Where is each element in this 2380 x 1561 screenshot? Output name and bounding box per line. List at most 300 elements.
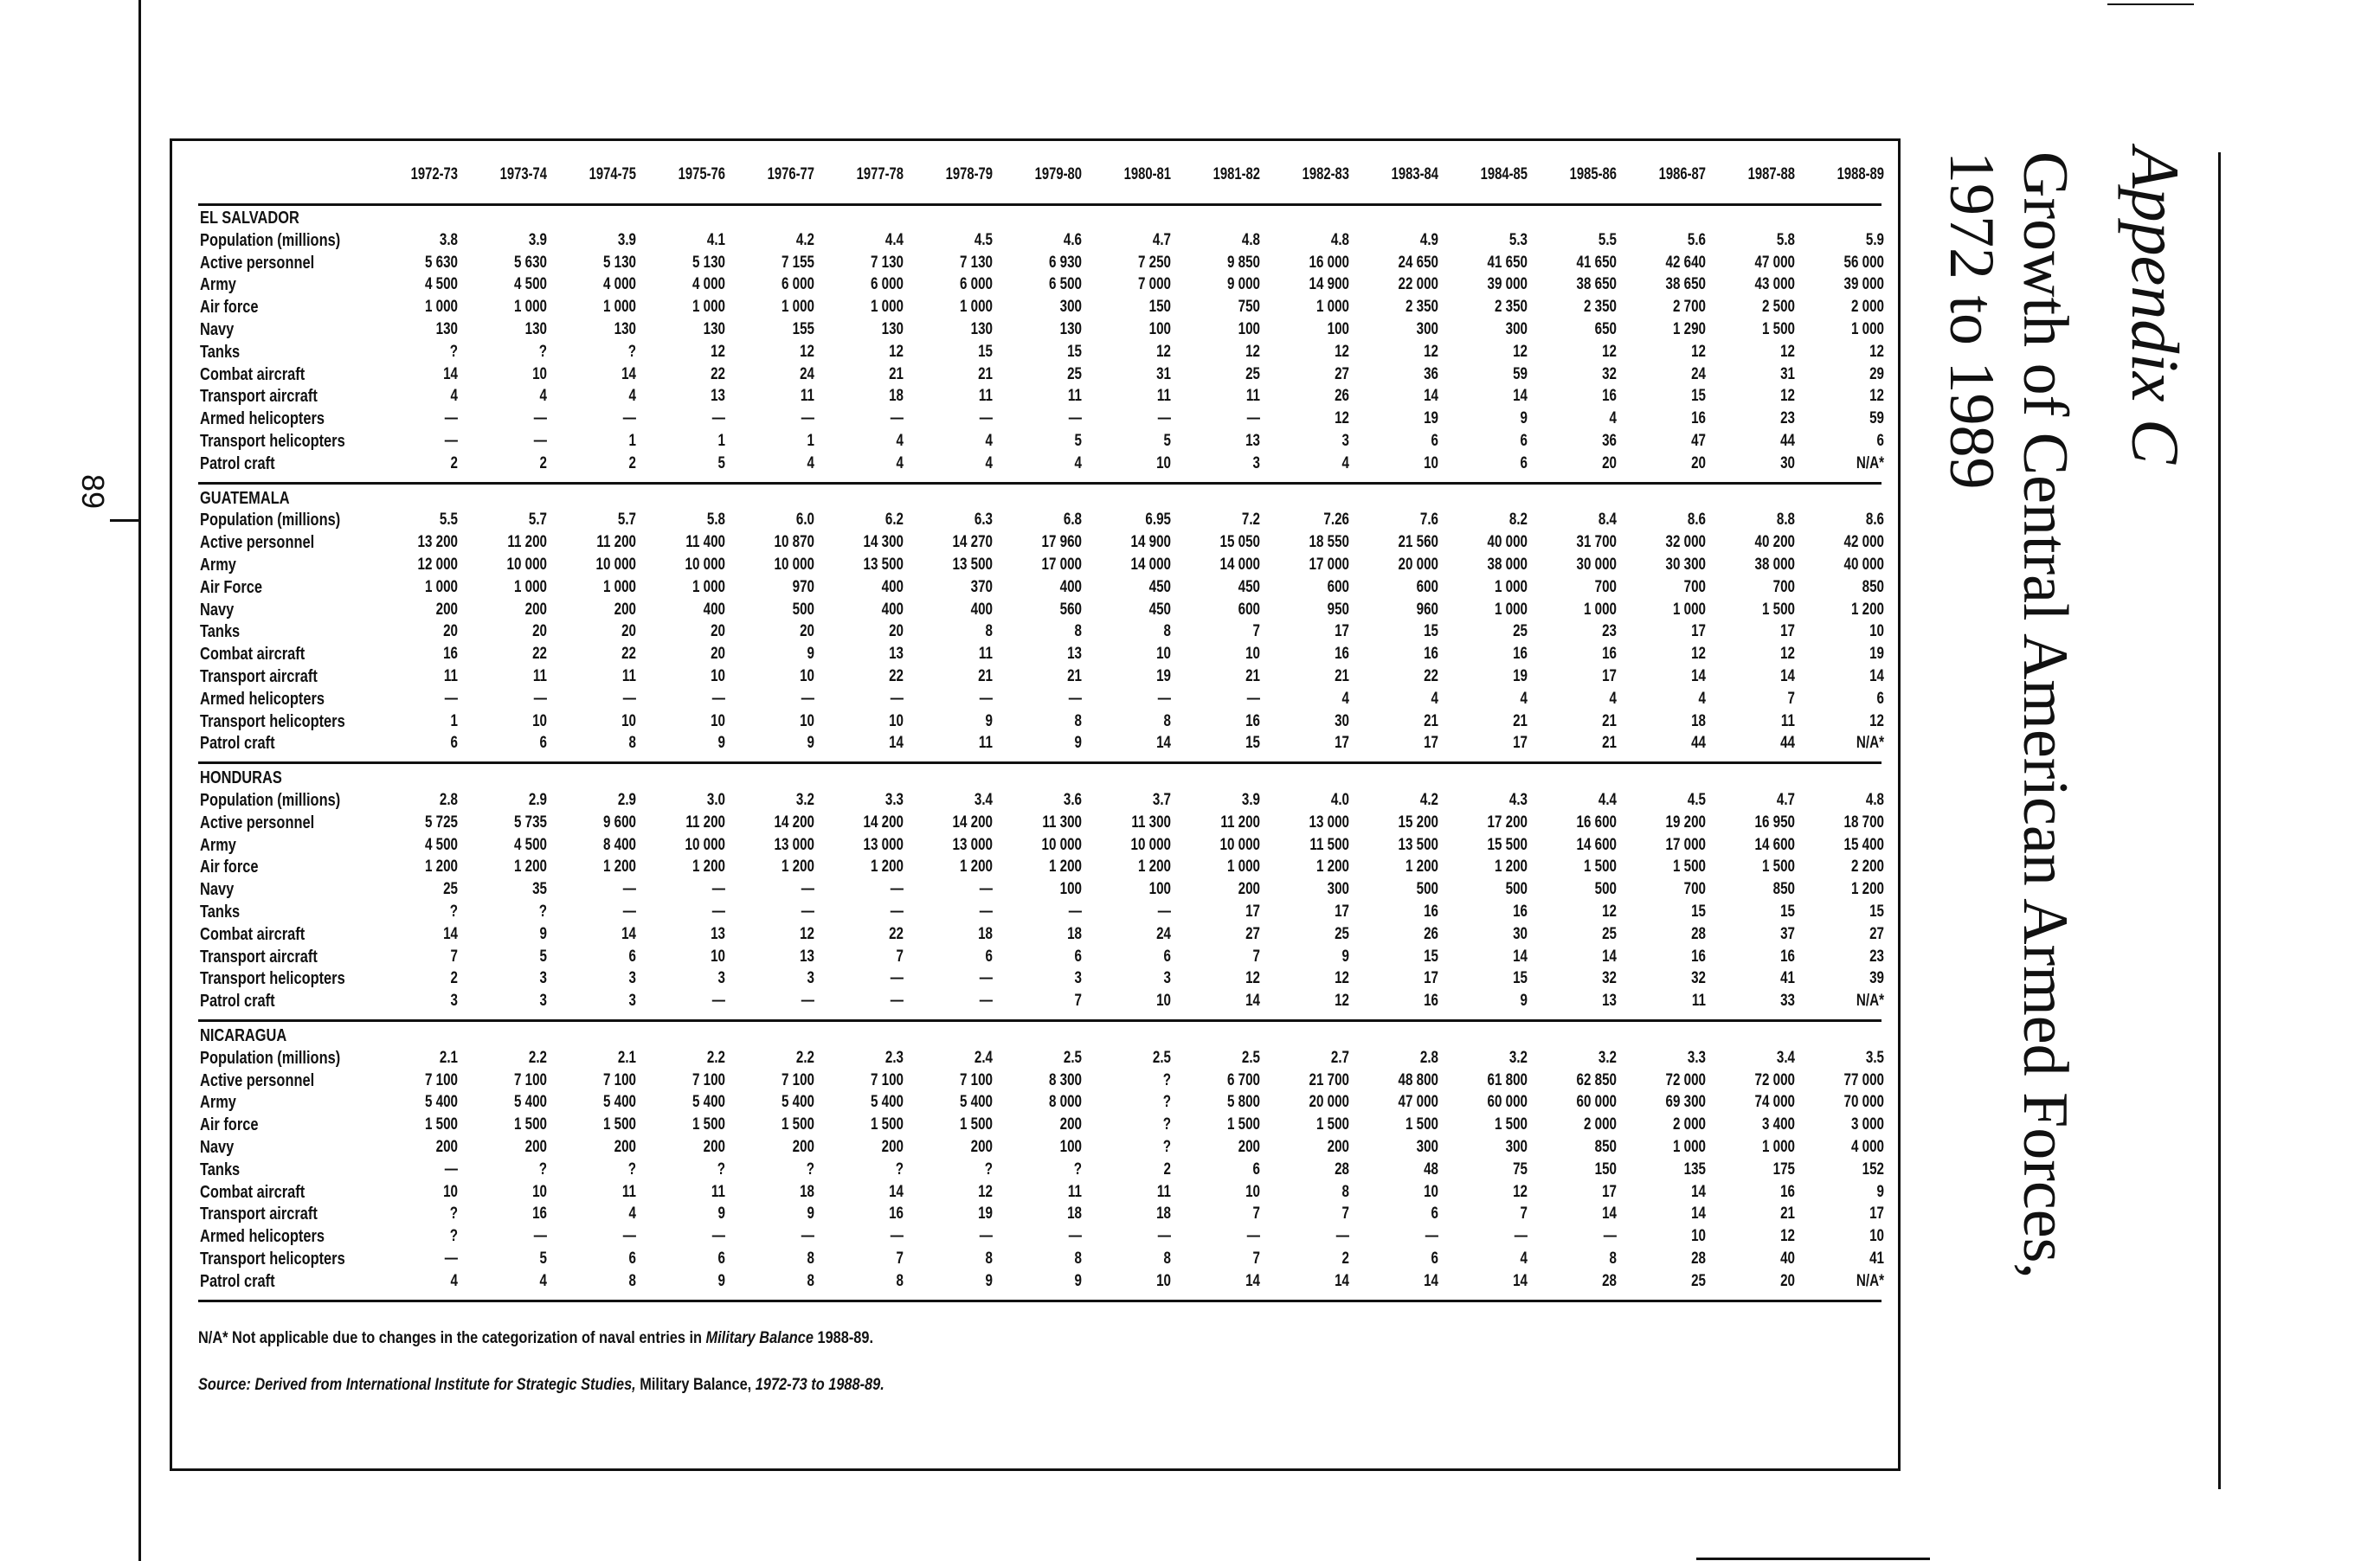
table-cell: 15 <box>978 342 993 361</box>
table-cell: 17 200 <box>1487 813 1528 832</box>
table-cell: 6 <box>1252 1160 1260 1179</box>
table-cell: — <box>533 1227 547 1246</box>
table-cell: 28 <box>1335 1160 1349 1179</box>
table-cell: 3.7 <box>1152 791 1171 809</box>
table-cell: 7 100 <box>781 1070 814 1089</box>
table-cell: 4 <box>539 387 547 406</box>
table-cell: 1 500 <box>1583 858 1617 877</box>
table-cell: 300 <box>1505 320 1528 338</box>
row-label: Active personnel <box>200 1070 315 1090</box>
table-cell: 61 800 <box>1487 1070 1528 1089</box>
table-cell: ? <box>1162 1138 1171 1156</box>
table-cell: 14 <box>1245 992 1260 1011</box>
table-cell: — <box>1068 1227 1082 1246</box>
table-cell: 30 000 <box>1576 556 1617 574</box>
table-cell: 12 <box>1513 1182 1528 1201</box>
table-cell: 850 <box>1594 1138 1617 1156</box>
table-cell: 3 <box>1341 432 1349 450</box>
table-cell: 70 000 <box>1843 1093 1884 1112</box>
year-header: 1982-83 <box>1302 165 1349 183</box>
table-cell: 7 <box>896 947 904 966</box>
table-cell: 21 <box>978 364 993 383</box>
table-cell: 5 400 <box>424 1093 458 1112</box>
table-cell: — <box>622 689 636 708</box>
table-cell: ? <box>984 1160 993 1179</box>
row-label: Transport aircraft <box>200 1204 318 1224</box>
table-cell: 1 <box>628 432 636 450</box>
table-cell: 16 <box>1424 645 1438 664</box>
table-cell: 62 850 <box>1576 1070 1617 1089</box>
table-cell: 38 650 <box>1576 275 1617 294</box>
table-cell: — <box>711 409 725 428</box>
row-label: Army <box>200 556 236 575</box>
table-cell: 10 000 <box>685 835 725 854</box>
table-cell: 31 <box>1780 364 1795 383</box>
row-label: Air force <box>200 858 259 877</box>
year-header: 1974-75 <box>589 165 636 183</box>
table-cell: 2.1 <box>439 1048 458 1067</box>
table-cell: 100 <box>1238 320 1260 338</box>
table-cell: 12 <box>1245 342 1260 361</box>
table-cell: 20 <box>1602 453 1617 472</box>
table-cell: 11 <box>978 645 993 664</box>
table-cell: 400 <box>881 577 904 596</box>
table-cell: 14 600 <box>1754 835 1795 854</box>
table-cell: 10 <box>532 1182 547 1201</box>
table-cell: 20 000 <box>1398 556 1438 574</box>
row-label: Active personnel <box>200 253 315 273</box>
table-cell: ? <box>1162 1093 1171 1112</box>
table-cell: 20 <box>621 622 636 641</box>
table-cell: 500 <box>792 600 814 619</box>
table-cell: 370 <box>970 577 993 596</box>
year-header: 1973-74 <box>499 165 547 183</box>
table-cell: 20 000 <box>1309 1093 1349 1112</box>
table-cell: 200 <box>614 600 636 619</box>
year-header: 1976-77 <box>767 165 814 183</box>
table-cell: 40 200 <box>1754 533 1795 552</box>
table-cell: 4 <box>450 387 458 406</box>
table-cell: 9 <box>985 1271 993 1290</box>
table-cell: 12 <box>800 924 814 943</box>
table-cell: 4 <box>896 453 904 472</box>
table-cell: 12 <box>1424 342 1438 361</box>
table-cell: 8 <box>985 622 993 641</box>
table-cell: 11 <box>532 667 547 685</box>
table-cell: 4 500 <box>513 835 547 854</box>
table-cell: 700 <box>1772 577 1795 596</box>
table-cell: — <box>711 689 725 708</box>
table-cell: 1 200 <box>1315 858 1349 877</box>
table-cell: — <box>1335 1227 1349 1246</box>
footnote-year: 1988-89. <box>813 1328 874 1347</box>
table-cell: 4 000 <box>602 275 636 294</box>
table-cell: 3 <box>1163 969 1171 988</box>
table-cell: 20 <box>532 622 547 641</box>
table-cell: 1 500 <box>691 1115 725 1134</box>
table-cell: 15 <box>1869 903 1884 921</box>
table-cell: 12 <box>711 342 725 361</box>
table-cell: 14 <box>621 364 636 383</box>
table-cell: 3.3 <box>884 791 904 809</box>
table-cell: 12 <box>1869 711 1884 730</box>
table-cell: N/A* <box>1856 1271 1884 1290</box>
table-cell: — <box>533 689 547 708</box>
table-cell: 4.7 <box>1776 791 1795 809</box>
table-cell: — <box>801 903 814 921</box>
table-cell: 18 <box>1156 1204 1171 1224</box>
table-cell: 32 000 <box>1665 533 1706 552</box>
table-cell: 13 <box>1067 645 1082 664</box>
table-cell: 11 <box>443 667 458 685</box>
table-cell: 130 <box>703 320 725 338</box>
table-cell: 6 <box>1876 432 1884 450</box>
table-cell: 560 <box>1059 600 1082 619</box>
table-cell: 47 000 <box>1754 253 1795 272</box>
table-cell: 2 <box>450 453 458 472</box>
table-cell: 2 <box>1341 1249 1349 1268</box>
table-cell: 2.2 <box>795 1048 814 1067</box>
table-cell: 1 500 <box>1761 858 1795 877</box>
table-cell: 4 <box>1698 689 1706 708</box>
table-cell: 16 <box>1335 645 1349 664</box>
table-cell: 1 000 <box>1672 600 1706 619</box>
table-cell: 11 300 <box>1131 813 1171 832</box>
table-cell: 700 <box>1683 577 1706 596</box>
table-cell: 4.8 <box>1865 791 1884 809</box>
table-cell: — <box>979 1227 993 1246</box>
table-cell: 7 <box>1252 622 1260 641</box>
table-cell: 1 500 <box>959 1115 993 1134</box>
table-cell: 41 <box>1780 969 1795 988</box>
table-cell: — <box>711 1227 725 1246</box>
table-cell: 23 <box>1602 622 1617 641</box>
table-cell: 14 <box>889 734 904 753</box>
table-cell: 7 100 <box>870 1070 904 1089</box>
table-cell: 12 <box>1691 342 1706 361</box>
table-cell: 200 <box>1059 1115 1082 1134</box>
table-cell: 1 500 <box>1761 600 1795 619</box>
table-cell: 10 <box>443 1182 458 1201</box>
row-label: Population (millions) <box>200 791 341 810</box>
table-cell: 15 <box>1513 969 1528 988</box>
table-cell: 69 300 <box>1665 1093 1706 1112</box>
table-cell: 300 <box>1416 1138 1438 1156</box>
table-cell: 20 <box>711 622 725 641</box>
table-cell: 9 <box>807 734 814 753</box>
table-cell: 9 <box>539 924 547 943</box>
table-cell: 5 130 <box>602 253 636 272</box>
row-label: Transport helicopters <box>200 969 345 989</box>
table-cell: — <box>1246 689 1260 708</box>
table-cell: 48 <box>1424 1160 1438 1179</box>
table-cell: — <box>801 689 814 708</box>
table-cell: 14 <box>1424 1271 1438 1290</box>
country-heading: NICARAGUA <box>200 1026 287 1045</box>
table-cell: 18 <box>978 924 993 943</box>
table-cell: 10 <box>1245 1182 1260 1201</box>
table-cell: 8 <box>1609 1249 1617 1268</box>
table-cell: — <box>533 409 547 428</box>
table-cell: 1 000 <box>513 577 547 596</box>
table-cell: 7 250 <box>1137 253 1171 272</box>
table-cell: 10 <box>711 711 725 730</box>
table-cell: 35 <box>532 880 547 899</box>
table-cell: 3.2 <box>795 791 814 809</box>
table-cell: 300 <box>1059 298 1082 317</box>
table-cell: ? <box>627 1160 636 1179</box>
table-cell: 1 500 <box>1405 1115 1438 1134</box>
table-cell: 6 000 <box>959 275 993 294</box>
table-cell: 11 <box>1245 387 1260 406</box>
table-cell: 6 <box>450 734 458 753</box>
year-header: 1981-82 <box>1213 165 1260 183</box>
table-cell: 3.2 <box>1598 1048 1617 1067</box>
table-cell: 16 <box>1513 903 1528 921</box>
table-cell: 2.7 <box>1330 1048 1349 1067</box>
table-cell: 21 <box>1245 667 1260 685</box>
table-cell: 1 000 <box>602 577 636 596</box>
table-cell: 2.5 <box>1152 1048 1171 1067</box>
table-cell: 130 <box>435 320 458 338</box>
row-label: Navy <box>200 320 235 339</box>
table-cell: 3.5 <box>1865 1048 1884 1067</box>
table-cell: 400 <box>703 600 725 619</box>
table-cell: 7.6 <box>1419 511 1438 530</box>
table-cell: 17 <box>1335 622 1349 641</box>
table-cell: — <box>890 903 904 921</box>
table-cell: 5 735 <box>513 813 547 832</box>
table-cell: 4 500 <box>424 835 458 854</box>
table-cell: 14 <box>1513 947 1528 966</box>
table-cell: 38 000 <box>1754 556 1795 574</box>
table-cell: 14 <box>1335 1271 1349 1290</box>
table-cell: 12 <box>1869 342 1884 361</box>
table-cell: 12 <box>978 1182 993 1201</box>
table-cell: 31 <box>1156 364 1171 383</box>
table-cell: — <box>1068 689 1082 708</box>
source-years: 1972-73 to 1988-89. <box>755 1375 884 1394</box>
table-cell: 14 300 <box>863 533 904 552</box>
right-margin-rule <box>2218 152 2221 1489</box>
table-cell: 3 <box>539 969 547 988</box>
table-cell: 1 500 <box>1226 1115 1260 1134</box>
table-cell: 3 <box>717 969 725 988</box>
table-cell: 6 500 <box>1048 275 1082 294</box>
table-cell: 5 <box>539 1249 547 1268</box>
table-cell: 12 <box>1156 342 1171 361</box>
table-cell: 2 700 <box>1672 298 1706 317</box>
table-cell: 12 <box>1335 992 1349 1011</box>
table-cell: 14 <box>1513 387 1528 406</box>
table-cell: 4 <box>1609 689 1617 708</box>
table-cell: 1 <box>807 432 814 450</box>
table-cell: 30 <box>1780 453 1795 472</box>
table-cell: 8 <box>1074 622 1082 641</box>
table-cell: 10 000 <box>1219 835 1260 854</box>
table-cell: 10 <box>800 667 814 685</box>
table-cell: 14 <box>1691 1204 1706 1224</box>
table-cell: 13 200 <box>417 533 458 552</box>
table-cell: 17 <box>1335 903 1349 921</box>
table-cell: 17 000 <box>1665 835 1706 854</box>
table-cell: — <box>1246 409 1260 428</box>
table-cell: 12 <box>1245 969 1260 988</box>
table-cell: 7.26 <box>1323 511 1349 530</box>
row-label: Air force <box>200 298 259 318</box>
table-cell: 14 <box>443 364 458 383</box>
table-cell: 27 <box>1869 924 1884 943</box>
table-cell: 4 <box>1074 453 1082 472</box>
table-cell: 1 200 <box>513 858 547 877</box>
table-cell: — <box>711 880 725 899</box>
armed-forces-table <box>170 138 1901 1471</box>
table-cell: 7 <box>450 947 458 966</box>
table-cell: 7 <box>1252 1249 1260 1268</box>
table-cell: 10 <box>1156 645 1171 664</box>
table-cell: 30 300 <box>1665 556 1706 574</box>
table-cell: 10 <box>889 711 904 730</box>
table-cell: 6.2 <box>884 511 904 530</box>
table-cell: 2.5 <box>1063 1048 1082 1067</box>
table-cell: 4.8 <box>1241 230 1260 249</box>
table-cell: 3.3 <box>1687 1048 1706 1067</box>
table-cell: 40 <box>1780 1249 1795 1268</box>
table-cell: ? <box>538 342 547 361</box>
table-cell: 5.3 <box>1508 230 1528 249</box>
footnote-text: N/A* Not applicable due to changes in the categorization of naval entries in <box>198 1328 706 1347</box>
table-cell: 11 <box>621 667 636 685</box>
table-cell: 10 000 <box>506 556 547 574</box>
table-cell: 22 <box>889 667 904 685</box>
table-cell: 6.95 <box>1145 511 1171 530</box>
table-cell: 59 <box>1869 409 1884 428</box>
table-cell: 12 <box>1869 387 1884 406</box>
table-cell: 175 <box>1772 1160 1795 1179</box>
table-cell: 200 <box>881 1138 904 1156</box>
table-cell: — <box>444 1160 458 1179</box>
table-cell: 130 <box>1059 320 1082 338</box>
table-cell: — <box>890 1227 904 1246</box>
table-cell: 8 <box>628 734 636 753</box>
table-cell: 3 000 <box>1850 1115 1884 1134</box>
table-cell: 17 960 <box>1041 533 1082 552</box>
table-cell: 3 400 <box>1761 1115 1795 1134</box>
table-cell: 7 100 <box>691 1070 725 1089</box>
table-cell: 1 000 <box>513 298 547 317</box>
table-cell: 450 <box>1238 577 1260 596</box>
table-cell: 7 <box>1341 1204 1349 1224</box>
table-cell: 10 <box>532 711 547 730</box>
table-cell: 6 <box>985 947 993 966</box>
table-cell: — <box>890 689 904 708</box>
table-cell: 21 560 <box>1398 533 1438 552</box>
source-note <box>198 1376 884 1395</box>
table-cell: — <box>801 409 814 428</box>
table-cell: 44 <box>1780 432 1795 450</box>
table-cell: 14 <box>1602 1204 1617 1224</box>
table-cell: 20 <box>1691 453 1706 472</box>
table-cell: 77 000 <box>1843 1070 1884 1089</box>
table-rule <box>198 1300 1881 1302</box>
table-cell: 4 <box>1520 689 1528 708</box>
table-cell: 750 <box>1238 298 1260 317</box>
source-label: Source: Derived from International Institute for Strategic Studies, <box>198 1375 636 1394</box>
table-cell: 450 <box>1148 600 1171 619</box>
year-header: 1975-76 <box>678 165 725 183</box>
table-cell: 18 700 <box>1843 813 1884 832</box>
table-cell: 5.6 <box>1687 230 1706 249</box>
table-cell: 1 200 <box>1048 858 1082 877</box>
table-cell: 16 <box>443 645 458 664</box>
table-cell: — <box>801 1227 814 1246</box>
row-label: Population (millions) <box>200 230 341 250</box>
table-cell: 29 <box>1869 364 1884 383</box>
table-cell: 2 000 <box>1850 298 1884 317</box>
table-cell: 12 <box>1335 409 1349 428</box>
table-cell: 25 <box>1602 924 1617 943</box>
title-line-1: Growth of Central American Armed Forces, <box>2010 151 2081 1279</box>
table-cell: 17 000 <box>1041 556 1082 574</box>
table-cell: 8 <box>807 1271 814 1290</box>
table-cell: 7 100 <box>602 1070 636 1089</box>
table-cell: 33 <box>1780 992 1795 1011</box>
table-cell: 16 <box>1780 1182 1795 1201</box>
table-cell: 10 000 <box>774 556 814 574</box>
table-cell: 14 <box>1691 1182 1706 1201</box>
table-cell: 2 350 <box>1494 298 1528 317</box>
table-cell: 1 500 <box>1672 858 1706 877</box>
table-cell: 12 <box>889 342 904 361</box>
table-cell: — <box>979 969 993 988</box>
table-cell: 1 200 <box>1494 858 1528 877</box>
table-cell: 200 <box>1327 1138 1349 1156</box>
table-cell: 4.8 <box>1330 230 1349 249</box>
table-cell: 1 <box>717 432 725 450</box>
table-cell: ? <box>717 1160 725 1179</box>
table-cell: 1 500 <box>1494 1115 1528 1134</box>
table-cell: ? <box>895 1160 904 1179</box>
table-cell: 17 <box>1245 903 1260 921</box>
table-cell: 400 <box>1059 577 1082 596</box>
table-cell: 20 <box>800 622 814 641</box>
table-cell: 11 200 <box>1220 813 1260 832</box>
table-cell: 12 <box>1691 645 1706 664</box>
table-cell: 3.9 <box>528 230 547 249</box>
table-cell: 72 000 <box>1665 1070 1706 1089</box>
table-cell: — <box>1068 903 1082 921</box>
table-cell: 21 <box>1513 711 1528 730</box>
table-cell: 20 <box>889 622 904 641</box>
table-cell: 17 <box>1424 969 1438 988</box>
table-cell: 2 350 <box>1405 298 1438 317</box>
row-label: Transport helicopters <box>200 711 345 731</box>
table-cell: 7 100 <box>424 1070 458 1089</box>
table-cell: 2 000 <box>1583 1115 1617 1134</box>
table-cell: 5.7 <box>528 511 547 530</box>
table-cell: 9 <box>1341 947 1349 966</box>
table-cell: 11 <box>711 1182 725 1201</box>
table-cell: 75 <box>1513 1160 1528 1179</box>
table-cell: 15 050 <box>1219 533 1260 552</box>
table-cell: 10 <box>1245 645 1260 664</box>
table-cell: 18 <box>1067 1204 1082 1224</box>
table-cell: 1 000 <box>1672 1138 1706 1156</box>
table-cell: 38 650 <box>1665 275 1706 294</box>
table-cell: 6 <box>1520 453 1528 472</box>
table-cell: 60 000 <box>1487 1093 1528 1112</box>
table-cell: 4 <box>985 432 993 450</box>
